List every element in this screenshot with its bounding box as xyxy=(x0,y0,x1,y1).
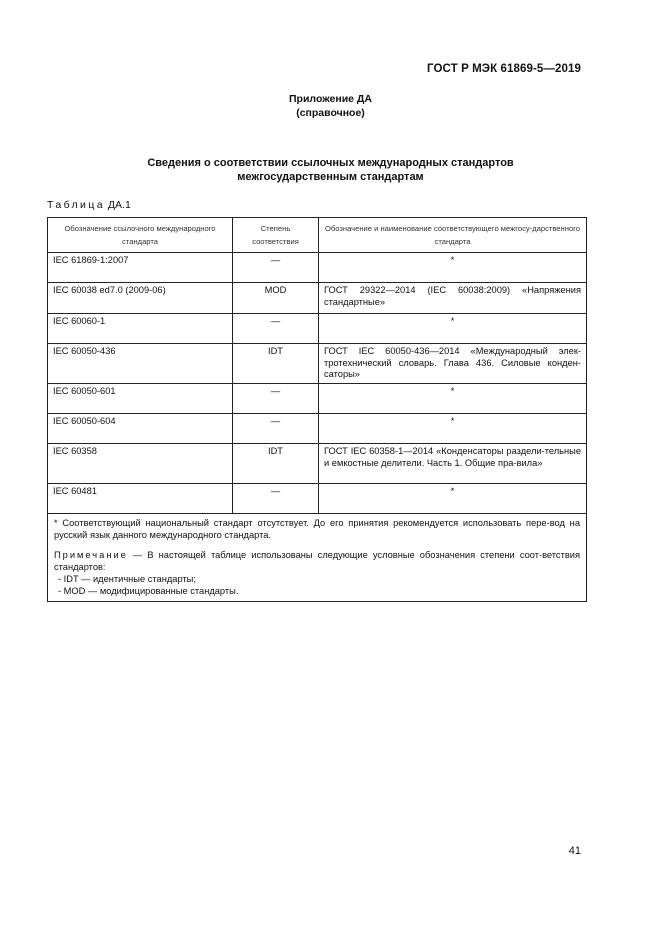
cell-degree: MOD xyxy=(233,283,319,314)
cell-standard: IEC 60060-1 xyxy=(48,314,233,344)
table-row xyxy=(48,344,587,384)
cell-national: ГОСТ IEC 60358-1—2014 «Конденсаторы раздели-тельные и емкостные делители. Часть 1. Общие пра-вила» xyxy=(319,444,587,484)
section-title-line-2: межгосударственным стандартам xyxy=(237,171,424,183)
table-footnote-cell xyxy=(48,514,587,602)
table-row xyxy=(48,283,587,314)
header-degree: Степень соответствия xyxy=(233,218,319,253)
cell-degree: — xyxy=(233,253,319,283)
cell-national: * xyxy=(319,314,587,344)
cell-national: ГОСТ IEC 60050-436—2014 «Международный элек-тротехнический словарь. Глава 436. Силовые конден-саторы» xyxy=(319,344,587,384)
table-row xyxy=(48,384,587,414)
table-row xyxy=(48,314,587,344)
header-international-standard: Обозначение ссылочного международного стандарта xyxy=(48,218,233,253)
table-row xyxy=(48,444,587,484)
header-national-standard: Обозначение и наименование соответствующего межгосу-дарственного стандарта xyxy=(319,218,587,253)
note-spacer xyxy=(54,541,580,549)
cell-national: ГОСТ 29322—2014 (IEC 60038:2009) «Напряжения стандартные» xyxy=(319,283,587,314)
cell-degree: — xyxy=(233,414,319,444)
cell-national: * xyxy=(319,253,587,283)
reference-table-container xyxy=(47,217,586,602)
table-header-row xyxy=(48,218,587,253)
table-caption-word: Таблица xyxy=(47,199,105,211)
legend-item-idt: - IDT — идентичные стандарты; xyxy=(58,574,196,584)
cell-standard: IEC 61869-1:2007 xyxy=(48,253,233,283)
cell-standard: IEC 60050-601 xyxy=(48,384,233,414)
cell-national: * xyxy=(319,414,587,444)
table-row xyxy=(48,253,587,283)
cell-standard: IEC 60038 ed7.0 (2009-06) xyxy=(48,283,233,314)
appendix-subtitle: (справочное) xyxy=(296,107,365,119)
cell-standard: IEC 60050-604 xyxy=(48,414,233,444)
cell-degree: IDT xyxy=(233,444,319,484)
cell-degree: IDT xyxy=(233,344,319,384)
footnote-text: * Соответствующий национальный стандарт отсутствует. До его принятия рекомендуется использовать пере-вод на русский язык данного международного стандарта. xyxy=(54,518,580,540)
table-caption xyxy=(47,199,131,211)
cell-standard: IEC 60481 xyxy=(48,484,233,514)
table-row xyxy=(48,414,587,444)
section-title-line-1: Сведения о соответствии ссылочных международных стандартов xyxy=(147,157,514,169)
cell-degree: — xyxy=(233,484,319,514)
table-row xyxy=(48,484,587,514)
section-title xyxy=(0,156,661,184)
appendix-heading xyxy=(0,92,661,120)
note-text: — В настоящей таблице использованы следующие условные обозначения степени соот-ветствия стандартов: xyxy=(54,550,580,572)
note-paragraph xyxy=(54,549,580,573)
table-footnote-row xyxy=(48,514,587,602)
document-code: ГОСТ Р МЭК 61869-5—2019 xyxy=(427,63,581,75)
cell-degree: — xyxy=(233,314,319,344)
cell-national: * xyxy=(319,484,587,514)
table-caption-number: ДА.1 xyxy=(107,199,131,211)
page-number: 41 xyxy=(568,845,581,857)
cell-national: * xyxy=(319,384,587,414)
cell-standard: IEC 60358 xyxy=(48,444,233,484)
reference-table xyxy=(47,217,587,602)
legend-item-mod: - MOD — модифицированные стандарты. xyxy=(58,586,239,596)
appendix-title: Приложение ДА xyxy=(289,93,372,105)
cell-degree: — xyxy=(233,384,319,414)
cell-standard: IEC 60050-436 xyxy=(48,344,233,384)
note-label: Примечание xyxy=(54,550,128,560)
